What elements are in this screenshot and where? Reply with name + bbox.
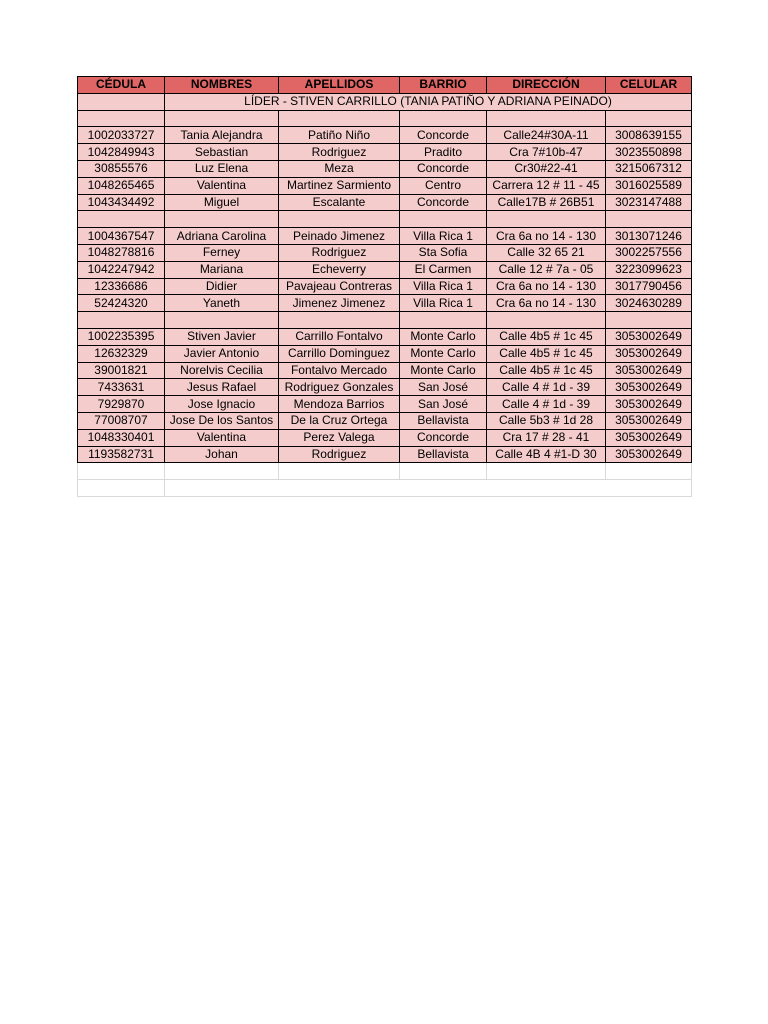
cedula-cell[interactable]: 1004367547 xyxy=(78,228,165,245)
empty-cell[interactable] xyxy=(165,463,279,480)
direccion-cell[interactable]: Carrera 12 # 11 - 45 xyxy=(487,177,606,194)
empty-cell[interactable] xyxy=(606,211,692,228)
empty-row xyxy=(78,463,692,480)
barrio-cell[interactable]: Monte Carlo xyxy=(400,345,487,362)
spacer-row xyxy=(78,211,692,228)
apellidos-cell[interactable]: Meza xyxy=(279,160,400,177)
table-row xyxy=(78,228,692,245)
direccion-cell[interactable]: Calle 4B 4 #1-D 30 xyxy=(487,446,606,463)
barrio-cell[interactable]: Sta Sofia xyxy=(400,244,487,261)
empty-cell[interactable] xyxy=(487,463,606,480)
nombres-cell[interactable]: Mariana xyxy=(165,261,279,278)
empty-cell[interactable] xyxy=(78,211,165,228)
table-row xyxy=(78,278,692,295)
apellidos-cell[interactable]: Rodriguez xyxy=(279,446,400,463)
nombres-cell[interactable]: Norelvis Cecilia xyxy=(165,362,279,379)
nombres-cell[interactable]: Adriana Carolina xyxy=(165,228,279,245)
apellidos-cell[interactable]: Rodriguez Gonzales xyxy=(279,379,400,396)
header-cedula[interactable]: CÉDULA xyxy=(78,77,165,94)
table-row xyxy=(78,328,692,345)
empty-cell[interactable] xyxy=(165,211,279,228)
celular-cell[interactable]: 3013071246 xyxy=(606,228,692,245)
nombres-cell[interactable]: Sebastian xyxy=(165,144,279,161)
nombres-cell[interactable]: Didier xyxy=(165,278,279,295)
celular-cell[interactable]: 3024630289 xyxy=(606,295,692,312)
celular-cell[interactable]: 3053002649 xyxy=(606,328,692,345)
celular-cell[interactable]: 3215067312 xyxy=(606,160,692,177)
empty-cell[interactable] xyxy=(78,110,165,127)
cedula-cell[interactable]: 7929870 xyxy=(78,396,165,413)
barrio-cell[interactable]: Bellavista xyxy=(400,412,487,429)
empty-cell[interactable] xyxy=(487,312,606,329)
empty-cell[interactable] xyxy=(165,312,279,329)
table-row xyxy=(78,446,692,463)
table-row xyxy=(78,160,692,177)
nombres-cell[interactable]: Jesus Rafael xyxy=(165,379,279,396)
nombres-cell[interactable]: Tania Alejandra xyxy=(165,127,279,144)
empty-cell[interactable] xyxy=(400,463,487,480)
cedula-cell[interactable]: 1048265465 xyxy=(78,177,165,194)
barrio-cell[interactable]: El Carmen xyxy=(400,261,487,278)
celular-cell[interactable]: 3053002649 xyxy=(606,396,692,413)
table-row xyxy=(78,194,692,211)
apellidos-cell[interactable]: Carrillo Fontalvo xyxy=(279,328,400,345)
empty-cell[interactable] xyxy=(606,110,692,127)
direccion-cell[interactable]: Calle 12 # 7a - 05 xyxy=(487,261,606,278)
celular-cell[interactable]: 3053002649 xyxy=(606,362,692,379)
cedula-cell[interactable]: 52424320 xyxy=(78,295,165,312)
empty-cell[interactable] xyxy=(78,312,165,329)
nombres-cell[interactable]: Javier Antonio xyxy=(165,345,279,362)
celular-cell[interactable]: 3053002649 xyxy=(606,345,692,362)
table-row xyxy=(78,345,692,362)
empty-cell[interactable] xyxy=(78,480,165,497)
empty-cell[interactable] xyxy=(279,211,400,228)
nombres-cell[interactable]: Jose Ignacio xyxy=(165,396,279,413)
table-row xyxy=(78,144,692,161)
empty-cell[interactable] xyxy=(279,312,400,329)
header-barrio[interactable]: BARRIO xyxy=(400,77,487,94)
cedula-cell[interactable]: 30855576 xyxy=(78,160,165,177)
direccion-cell[interactable]: Cra 6a no 14 - 130 xyxy=(487,278,606,295)
direccion-cell[interactable]: Calle 32 65 21 xyxy=(487,244,606,261)
apellidos-cell[interactable]: Fontalvo Mercado xyxy=(279,362,400,379)
direccion-cell[interactable]: Cra 6a no 14 - 130 xyxy=(487,295,606,312)
nombres-cell[interactable]: Johan xyxy=(165,446,279,463)
cedula-cell[interactable]: 1042247942 xyxy=(78,261,165,278)
header-row xyxy=(78,77,692,94)
direccion-cell[interactable]: Calle 4 # 1d - 39 xyxy=(487,379,606,396)
apellidos-cell[interactable]: Rodriguez xyxy=(279,244,400,261)
direccion-cell[interactable]: Calle 5b3 # 1d 28 xyxy=(487,412,606,429)
direccion-cell[interactable]: Calle24#30A-11 xyxy=(487,127,606,144)
spreadsheet-table xyxy=(77,76,692,497)
apellidos-cell[interactable]: De la Cruz Ortega xyxy=(279,412,400,429)
celular-cell[interactable]: 3223099623 xyxy=(606,261,692,278)
direccion-cell[interactable]: Cr30#22-41 xyxy=(487,160,606,177)
cedula-cell[interactable]: 1002033727 xyxy=(78,127,165,144)
spacer-row xyxy=(78,312,692,329)
empty-cell[interactable] xyxy=(279,463,400,480)
barrio-cell[interactable]: Bellavista xyxy=(400,446,487,463)
empty-cell[interactable] xyxy=(279,110,400,127)
cedula-cell[interactable]: 1048278816 xyxy=(78,244,165,261)
leader-empty-cell[interactable] xyxy=(78,93,165,110)
leader-row xyxy=(78,93,692,110)
nombres-cell[interactable]: Jose De los Santos xyxy=(165,412,279,429)
table-row xyxy=(78,127,692,144)
apellidos-cell[interactable]: Echeverry xyxy=(279,261,400,278)
nombres-cell[interactable]: Valentina xyxy=(165,177,279,194)
apellidos-cell[interactable]: Pavajeau Contreras xyxy=(279,278,400,295)
empty-merged-cell[interactable] xyxy=(165,480,692,497)
empty-cell[interactable] xyxy=(606,312,692,329)
barrio-cell[interactable]: Centro xyxy=(400,177,487,194)
nombres-cell[interactable]: Miguel xyxy=(165,194,279,211)
barrio-cell[interactable]: Villa Rica 1 xyxy=(400,228,487,245)
barrio-cell[interactable]: Monte Carlo xyxy=(400,362,487,379)
apellidos-cell[interactable]: Peinado Jimenez xyxy=(279,228,400,245)
direccion-cell[interactable]: Calle 4b5 # 1c 45 xyxy=(487,362,606,379)
barrio-cell[interactable]: Villa Rica 1 xyxy=(400,295,487,312)
table-row xyxy=(78,261,692,278)
nombres-cell[interactable]: Ferney xyxy=(165,244,279,261)
barrio-cell[interactable]: Monte Carlo xyxy=(400,328,487,345)
celular-cell[interactable]: 3017790456 xyxy=(606,278,692,295)
spacer-row xyxy=(78,110,692,127)
empty-cell[interactable] xyxy=(487,110,606,127)
cedula-cell[interactable]: 7433631 xyxy=(78,379,165,396)
nombres-cell[interactable]: Valentina xyxy=(165,429,279,446)
table-row xyxy=(78,295,692,312)
table-row xyxy=(78,362,692,379)
empty-cell[interactable] xyxy=(606,463,692,480)
empty-cell[interactable] xyxy=(487,211,606,228)
cedula-cell[interactable]: 1002235395 xyxy=(78,328,165,345)
celular-cell[interactable]: 3053002649 xyxy=(606,412,692,429)
cedula-cell[interactable]: 12632329 xyxy=(78,345,165,362)
cedula-cell[interactable]: 39001821 xyxy=(78,362,165,379)
nombres-cell[interactable]: Stiven Javier xyxy=(165,328,279,345)
apellidos-cell[interactable]: Rodriguez xyxy=(279,144,400,161)
nombres-cell[interactable]: Luz Elena xyxy=(165,160,279,177)
barrio-cell[interactable]: Villa Rica 1 xyxy=(400,278,487,295)
direccion-cell[interactable]: Calle 4b5 # 1c 45 xyxy=(487,328,606,345)
barrio-cell[interactable]: San José xyxy=(400,379,487,396)
header-celular[interactable]: CELULAR xyxy=(606,77,692,94)
celular-cell[interactable]: 3008639155 xyxy=(606,127,692,144)
cedula-cell[interactable]: 1043434492 xyxy=(78,194,165,211)
apellidos-cell[interactable]: Escalante xyxy=(279,194,400,211)
table-row xyxy=(78,379,692,396)
nombres-cell[interactable]: Yaneth xyxy=(165,295,279,312)
table-row xyxy=(78,177,692,194)
cedula-cell[interactable]: 1042849943 xyxy=(78,144,165,161)
barrio-cell[interactable]: Concorde xyxy=(400,194,487,211)
cedula-cell[interactable]: 1193582731 xyxy=(78,446,165,463)
apellidos-cell[interactable]: Patiño Niño xyxy=(279,127,400,144)
celular-cell[interactable]: 3053002649 xyxy=(606,446,692,463)
direccion-cell[interactable]: Calle 4 # 1d - 39 xyxy=(487,396,606,413)
celular-cell[interactable]: 3053002649 xyxy=(606,429,692,446)
celular-cell[interactable]: 3023550898 xyxy=(606,144,692,161)
empty-cell[interactable] xyxy=(165,110,279,127)
celular-cell[interactable]: 3053002649 xyxy=(606,379,692,396)
cedula-cell[interactable]: 12336686 xyxy=(78,278,165,295)
apellidos-cell[interactable]: Mendoza Barrios xyxy=(279,396,400,413)
header-direccion[interactable]: DIRECCIÓN xyxy=(487,77,606,94)
barrio-cell[interactable]: Concorde xyxy=(400,429,487,446)
barrio-cell[interactable]: San José xyxy=(400,396,487,413)
empty-cell[interactable] xyxy=(400,211,487,228)
table-row xyxy=(78,429,692,446)
apellidos-cell[interactable]: Perez Valega xyxy=(279,429,400,446)
leader-title[interactable]: LÍDER - STIVEN CARRILLO (TANIA PATIÑO Y ADRIANA PEINADO) xyxy=(165,93,692,110)
table-row xyxy=(78,412,692,429)
celular-cell[interactable]: 3002257556 xyxy=(606,244,692,261)
header-nombres[interactable]: NOMBRES xyxy=(165,77,279,94)
empty-cell[interactable] xyxy=(400,312,487,329)
direccion-cell[interactable]: Calle17B # 26B51 xyxy=(487,194,606,211)
direccion-cell[interactable]: Calle 4b5 # 1c 45 xyxy=(487,345,606,362)
direccion-cell[interactable]: Cra 6a no 14 - 130 xyxy=(487,228,606,245)
celular-cell[interactable]: 3016025589 xyxy=(606,177,692,194)
empty-row xyxy=(78,480,692,497)
cedula-cell[interactable]: 1048330401 xyxy=(78,429,165,446)
direccion-cell[interactable]: Cra 17 # 28 - 41 xyxy=(487,429,606,446)
cedula-cell[interactable]: 77008707 xyxy=(78,412,165,429)
apellidos-cell[interactable]: Jimenez Jimenez xyxy=(279,295,400,312)
table-row xyxy=(78,396,692,413)
celular-cell[interactable]: 3023147488 xyxy=(606,194,692,211)
barrio-cell[interactable]: Pradito xyxy=(400,144,487,161)
apellidos-cell[interactable]: Martinez Sarmiento xyxy=(279,177,400,194)
table-row xyxy=(78,244,692,261)
apellidos-cell[interactable]: Carrillo Dominguez xyxy=(279,345,400,362)
empty-cell[interactable] xyxy=(400,110,487,127)
header-apellidos[interactable]: APELLIDOS xyxy=(279,77,400,94)
direccion-cell[interactable]: Cra 7#10b-47 xyxy=(487,144,606,161)
barrio-cell[interactable]: Concorde xyxy=(400,127,487,144)
empty-cell[interactable] xyxy=(78,463,165,480)
barrio-cell[interactable]: Concorde xyxy=(400,160,487,177)
